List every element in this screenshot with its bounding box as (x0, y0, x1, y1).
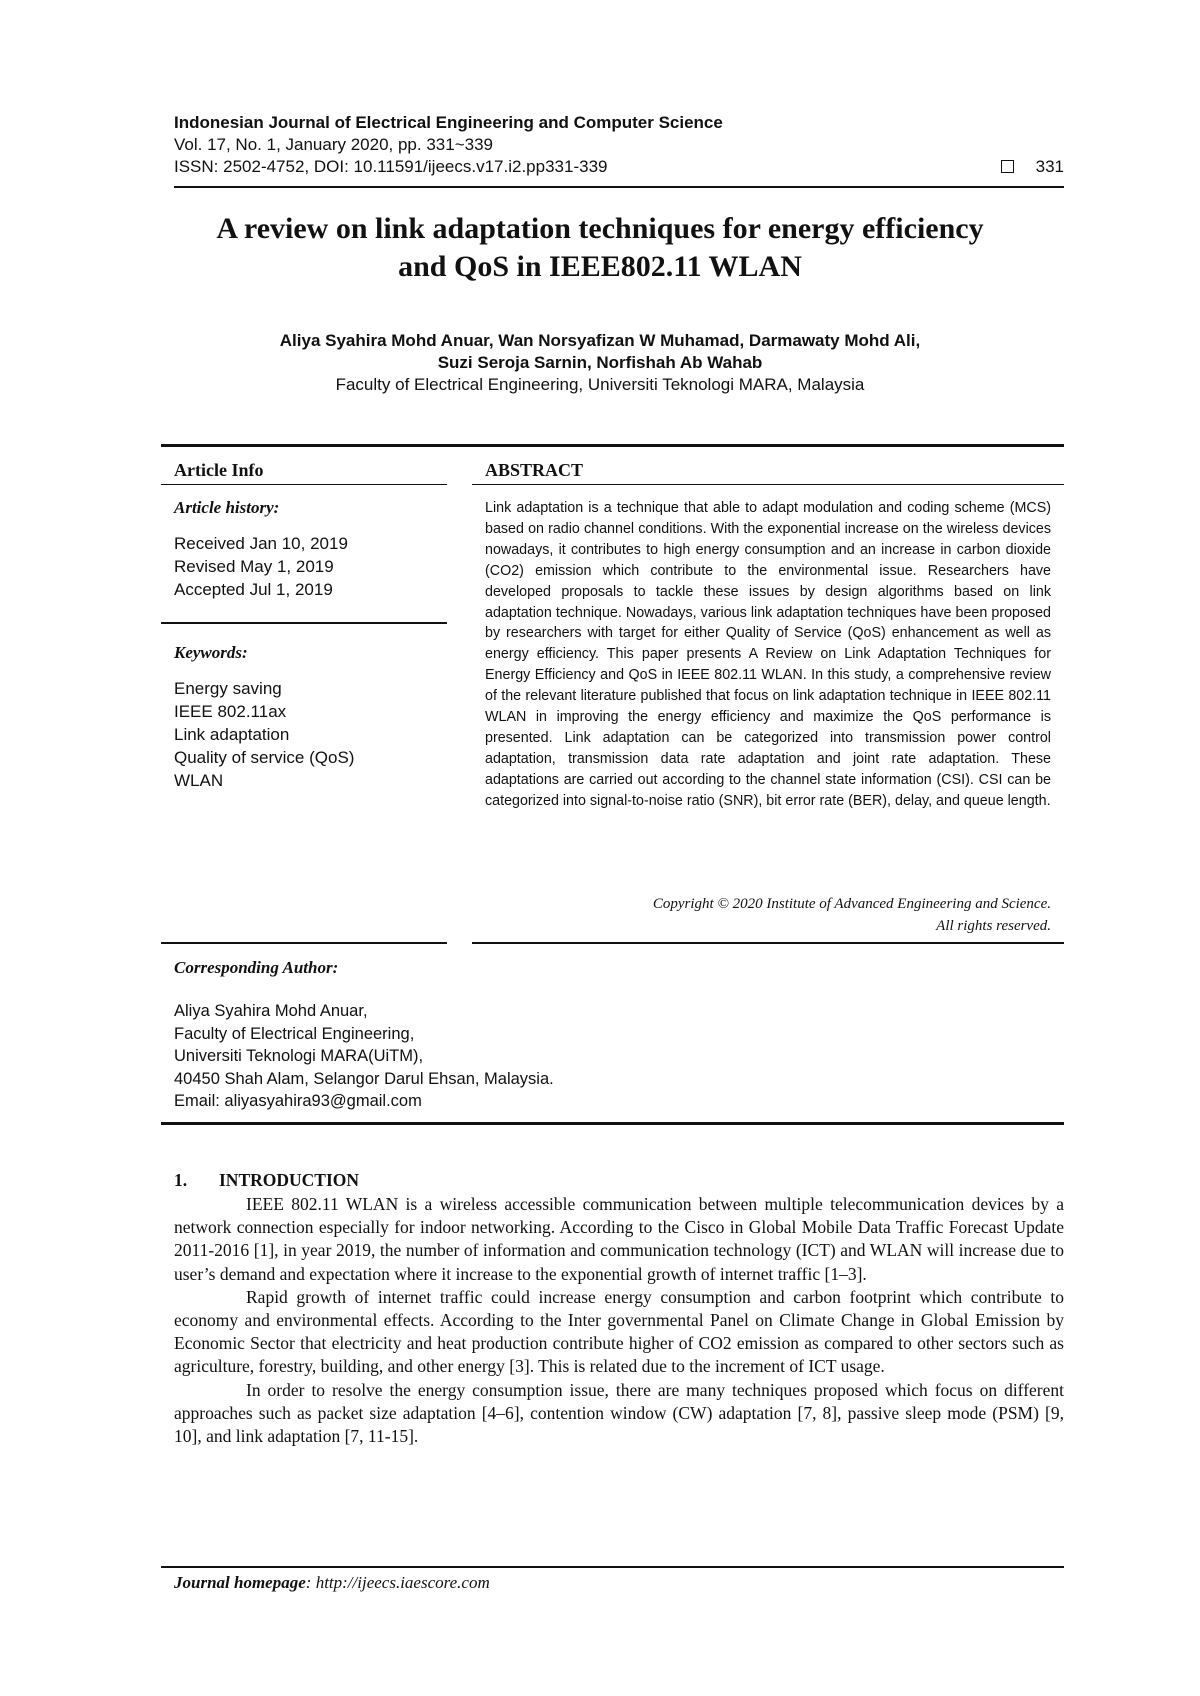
title-line-1: A review on link adaptation techniques for energy efficiency (216, 212, 984, 245)
footer-label: Journal homepage (174, 1573, 306, 1592)
article-info-underline (161, 484, 447, 485)
issn-row (174, 156, 1064, 178)
body-paragraph: Rapid growth of internet traffic could increase energy consumption and carbon footprint which contribute to economy and environmental effects. According to the Inter governmental Panel on Climate Change in Global Emission by Economic Sector that electricity and heat production contribute higher of CO2 emission as compared to other sectors such as agriculture, forestry, building, and other energy [3]. This is related due to the increment of ICT usage. (174, 1286, 1064, 1377)
abstract-heading: ABSTRACT (485, 460, 584, 480)
section-title: INTRODUCTION (219, 1170, 360, 1190)
issn-doi: ISSN: 2502-4752, DOI: 10.11591/ijeecs.v17.i2.pp331-339 (174, 157, 608, 176)
history-rule (161, 622, 447, 624)
copyright-notice (485, 893, 1051, 937)
author-names-1: Aliya Syahira Mohd Anuar, Wan Norsyafizan W Muhamad, Darmawaty Mohd Ali, (279, 331, 921, 350)
running-header (174, 112, 1064, 178)
keyword: Energy saving (174, 679, 282, 698)
volume-info: Vol. 17, No. 1, January 2020, pp. 331~339 (174, 135, 493, 154)
author-faculty: Faculty of Electrical Engineering, (174, 1024, 415, 1043)
square-bullet-icon (1001, 160, 1014, 173)
paper-title (150, 210, 1050, 286)
author-email: Email: aliyasyahira93@gmail.com (174, 1092, 422, 1110)
keywords-bottom-rule (161, 942, 447, 944)
author-name: Aliya Syahira Mohd Anuar, (174, 1002, 368, 1020)
article-info-heading: Article Info (174, 460, 264, 480)
abstract-text: Link adaptation is a technique that able to adapt modulation and coding scheme (MCS) based on radio channel conditions. With the exponential increase on the wireless devices nowadays, it contributes to high energy consumption and an increase in carbon dioxide (CO2) emission which contribute to the environmental issue. Researchers have developed proposals to tackle these issues by design algorithms based on link adaptation technique. Nowadays, various link adaptation techniques have been proposed by researchers with target for either Quality of Service (QoS) enhancement as well as energy efficiency. This paper presents A Review on Link Adaptation Techniques for Energy Efficiency and QoS in IEEE 802.11 WLAN. In this study, a comprehensive review of the relevant literature published that focus on link adaptation technique in IEEE 802.11 WLAN in improving the energy efficiency and maximize the QoS performance is presented. Link adaptation can be categorized into transmission power control adaptation, transmission data rate adaptation and joint rate adaptation. These adaptations are carried out according to the channel state information (CSI). CSI can be categorized into signal-to-noise ratio (SNR), bit error rate (BER), delay, and queue length. (485, 500, 1051, 809)
corresponding-author-heading: Corresponding Author: (174, 958, 339, 977)
info-top-rule (161, 444, 1064, 447)
body-paragraph: IEEE 802.11 WLAN is a wireless accessible communication between multiple telecommunication devices by a network connection especially for indoor networking. According to the Cisco in Global Mobile Data Traffic Forecast Update 2011-2016 [1], in year 2019, the number of information and communication technology (ICT) and WLAN will increase due to user’s demand and expectation where it increase to the exponential growth of internet traffic [1–3]. (174, 1194, 1064, 1284)
introduction-body (174, 1193, 1064, 1448)
keyword: Link adaptation (174, 725, 290, 744)
header-rule (174, 186, 1064, 188)
author-block (150, 330, 1050, 396)
corresponding-author-details (174, 1000, 554, 1113)
journal-name: Indonesian Journal of Electrical Engineering and Computer Science (174, 113, 723, 132)
author-names-2: Suzi Seroja Sarnin, Norfishah Ab Wahab (437, 353, 763, 372)
copyright-line-1: Copyright © 2020 Institute of Advanced Engineering and Science. (652, 896, 1051, 912)
keyword: IEEE 802.11ax (174, 702, 287, 721)
copyright-line-2: All rights reserved. (936, 918, 1051, 934)
article-history-list (174, 532, 348, 601)
accepted-date: Accepted Jul 1, 2019 (174, 580, 333, 599)
keywords-list (174, 677, 354, 792)
body-paragraph: In order to resolve the energy consumption issue, there are many techniques proposed which focus on different approaches such as packet size adaptation [4–6], contention window (CW) adaptation [7, 8], passive sleep mode (PSM) [9, 10], and link adaptation [7, 11-15]. (174, 1379, 1064, 1447)
footer-separator: : (305, 1573, 316, 1592)
keywords-heading: Keywords: (174, 643, 248, 662)
keyword: WLAN (174, 771, 224, 790)
footer-rule (161, 1566, 1064, 1568)
author-address: 40450 Shah Alam, Selangor Darul Ehsan, Malaysia. (174, 1069, 554, 1088)
received-date: Received Jan 10, 2019 (174, 534, 348, 553)
title-line-2: and QoS in IEEE802.11 WLAN (398, 250, 802, 283)
journal-footer (174, 1573, 490, 1593)
revised-date: Revised May 1, 2019 (174, 557, 334, 576)
abstract-bottom-rule (472, 942, 1064, 944)
footer-url: http://ijeecs.iaescore.com (315, 1573, 490, 1592)
page-number: 331 (1035, 157, 1064, 176)
article-history-heading: Article history: (174, 498, 280, 517)
author-university: Universiti Teknologi MARA(UiTM), (174, 1047, 424, 1065)
abstract-underline (472, 484, 1064, 485)
keyword: Quality of service (QoS) (174, 748, 355, 767)
section-heading (174, 1170, 359, 1191)
section-number: 1. (174, 1170, 188, 1190)
affiliation: Faculty of Electrical Engineering, Universiti Teknologi MARA, Malaysia (335, 375, 865, 394)
info-bottom-rule (161, 1122, 1064, 1125)
